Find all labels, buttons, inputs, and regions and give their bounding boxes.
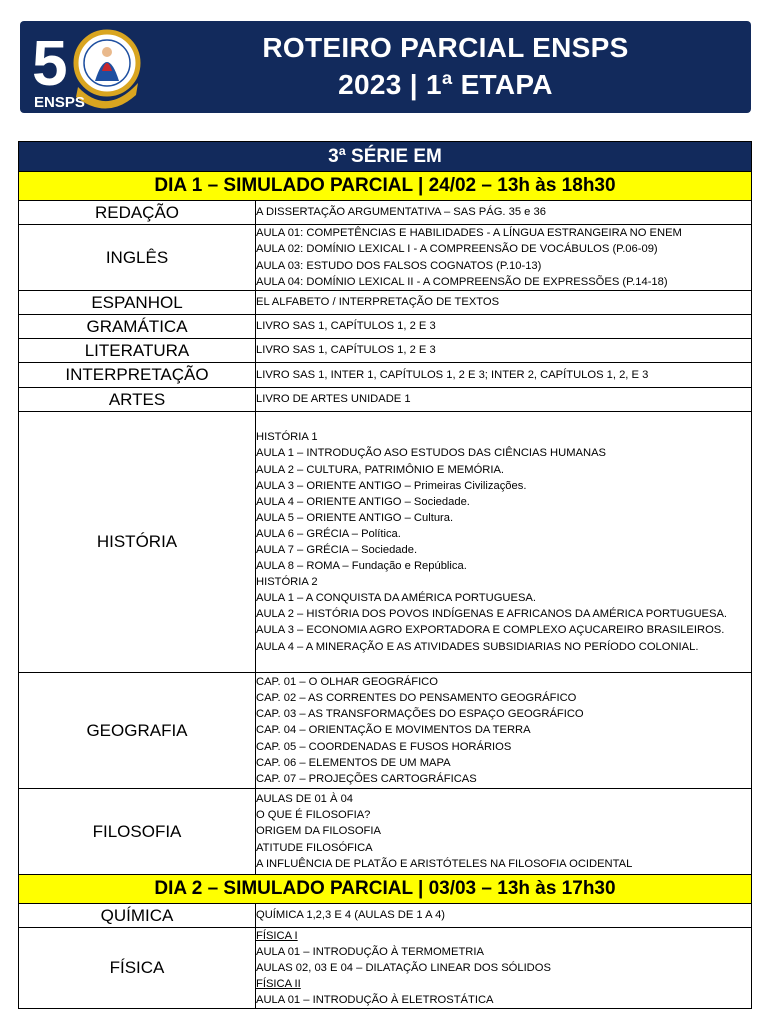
subject-geografia: GEOGRAFIA [19,673,256,789]
content-line: ATITUDE FILOSÓFICA [256,841,373,854]
table-row [19,225,752,291]
header-banner [20,21,751,113]
content-line: FÍSICA II [256,978,301,991]
content-line: AULA 8 – ROMA – Fundação e República. [256,560,467,573]
content-line: ORIGEM DA FILOSOFIA [256,825,381,838]
content-line: A INFLUÊNCIA DE PLATÃO E ARISTÓTELES NA FILOSOFIA OCIDENTAL [256,857,633,870]
content-line: CAP. 01 – O OLHAR GEOGRÁFICO [256,676,438,689]
content-line: QUÍMICA 1,2,3 E 4 (AULAS DE 1 A 4) [256,909,446,922]
table-row [19,201,752,225]
content-interpretacao [256,363,752,388]
content-line: LIVRO DE ARTES UNIDADE 1 [256,393,411,406]
day2-row [19,875,752,904]
content-line: CAP. 05 – COORDENADAS E FUSOS HORÁRIOS [256,740,512,753]
title-line-2: 2023 | 1ª ETAPA [338,69,553,100]
content-quimica [256,904,752,928]
content-line: CAP. 02 – AS CORRENTES DO PENSAMENTO GEOGRÁFICO [256,692,577,705]
content-espanhol [256,291,752,315]
logo-number: 5 [32,27,68,99]
content-line: AULA 01 – INTRODUÇÃO À TERMOMETRIA [256,946,484,959]
subject-ingles: INGLÊS [19,225,256,291]
subject-fisica: FÍSICA [19,928,256,1009]
schedule-table [18,141,752,1009]
day1-heading: DIA 1 – SIMULADO PARCIAL | 24/02 – 13h às 18h30 [19,172,752,201]
content-line: HISTÓRIA 1 [256,431,318,444]
content-line: LIVRO SAS 1, CAPÍTULOS 1, 2 E 3 [256,344,436,357]
content-line: FÍSICA I [256,930,298,942]
content-line: AULAS DE 01 À 04 [256,793,354,806]
content-line: AULA 5 – ORIENTE ANTIGO – Cultura. [256,511,454,524]
content-line: AULA 4 – ORIENTE ANTIGO – Sociedade. [256,495,470,508]
day2-heading: DIA 2 – SIMULADO PARCIAL | 03/03 – 13h às 17h30 [19,875,752,904]
table-row [19,789,752,875]
content-line: AULA 7 – GRÉCIA – Sociedade. [256,544,418,556]
content-fisica [256,928,752,1009]
subject-interpretacao: INTERPRETAÇÃO [19,363,256,388]
table-row [19,291,752,315]
content-line: AULA 1 – INTRODUÇÃO ASO ESTUDOS DAS CIÊNCIAS HUMANAS [256,447,606,460]
content-artes [256,388,752,412]
table-row [19,339,752,363]
table-row [19,928,752,1009]
content-literatura [256,339,752,363]
table-row [19,388,752,412]
title-line-1: ROTEIRO PARCIAL ENSPS [262,32,629,63]
subject-historia: HISTÓRIA [19,412,256,673]
table-row [19,315,752,339]
content-line: CAP. 04 – ORIENTAÇÃO E MOVIMENTOS DA TERRA [256,724,531,737]
content-line: AULAS 02, 03 E 04 – DILATAÇÃO LINEAR DOS SÓLIDOS [256,962,551,975]
subject-gramatica: GRAMÁTICA [19,315,256,339]
content-line: CAP. 03 – AS TRANSFORMAÇÕES DO ESPAÇO GEOGRÁFICO [256,708,584,721]
ensps-50-years-logo [32,25,152,109]
content-line: AULA 03: ESTUDO DOS FALSOS COGNATOS (P.10-13) [256,259,542,272]
page-title [160,29,731,103]
content-line: AULA 4 – A MINERAÇÃO E AS ATIVIDADES SUBSIDIARIAS NO PERÍODO COLONIAL. [256,640,699,653]
content-line: AULA 6 – GRÉCIA – Política. [256,527,401,540]
content-filosofia [256,789,752,875]
serie-row [19,142,752,172]
serie-heading: 3ª SÉRIE EM [19,142,752,172]
content-line: EL ALFABETO / INTERPRETAÇÃO DE TEXTOS [256,296,500,309]
content-line: HISTÓRIA 2 [256,576,318,589]
content-gramatica [256,315,752,339]
content-line: AULA 01 – INTRODUÇÃO À ELETROSTÁTICA [256,994,494,1007]
content-line: AULA 02: DOMÍNIO LEXICAL I - A COMPREENSÃO DE VOCÁBULOS (P.06-09) [256,243,658,256]
content-ingles [256,225,752,291]
subject-espanhol: ESPANHOL [19,291,256,315]
content-geografia [256,673,752,789]
table-row [19,673,752,789]
content-line: LIVRO SAS 1, INTER 1, CAPÍTULOS 1, 2 E 3; INTER 2, CAPÍTULOS 1, 2, E 3 [256,368,649,381]
content-line: AULA 3 – ORIENTE ANTIGO – Primeiras Civilizações. [256,479,527,492]
content-line: O QUE É FILOSOFIA? [256,809,371,822]
table-row [19,363,752,388]
content-line: AULA 1 – A CONQUISTA DA AMÉRICA PORTUGUESA. [256,592,536,605]
content-line: A DISSERTAÇÃO ARGUMENTATIVA – SAS PÁG. 35 e 36 [256,206,546,219]
content-redacao [256,201,752,225]
day1-row [19,172,752,201]
subject-literatura: LITERATURA [19,339,256,363]
content-line: AULA 04: DOMÍNIO LEXICAL II - A COMPREENSÃO DE EXPRESSÕES (P.14-18) [256,275,668,288]
subject-redacao: REDAÇÃO [19,201,256,225]
content-line: CAP. 06 – ELEMENTOS DE UM MAPA [256,756,451,769]
content-historia [256,412,752,673]
content-line: CAP. 07 – PROJEÇÕES CARTOGRÁFICAS [256,772,477,785]
content-line: LIVRO SAS 1, CAPÍTULOS 1, 2 E 3 [256,320,436,333]
subject-quimica: QUÍMICA [19,904,256,928]
content-line: AULA 3 – ECONOMIA AGRO EXPORTADORA E COMPLEXO AÇUCAREIRO BRASILEIROS. [256,624,725,637]
subject-artes: ARTES [19,388,256,412]
content-line: AULA 01: COMPETÊNCIAS E HABILIDADES - A LÍNGUA ESTRANGEIRA NO ENEM [256,227,682,240]
table-row [19,904,752,928]
content-line: AULA 2 – CULTURA, PATRIMÔNIO E MEMÓRIA. [256,463,505,476]
content-line: AULA 2 – HISTÓRIA DOS POVOS INDÍGENAS E AFRICANOS DA AMÉRICA PORTUGUESA. [256,608,728,621]
subject-filosofia: FILOSOFIA [19,789,256,875]
logo-text: ENSPS [34,94,85,109]
table-row [19,412,752,673]
